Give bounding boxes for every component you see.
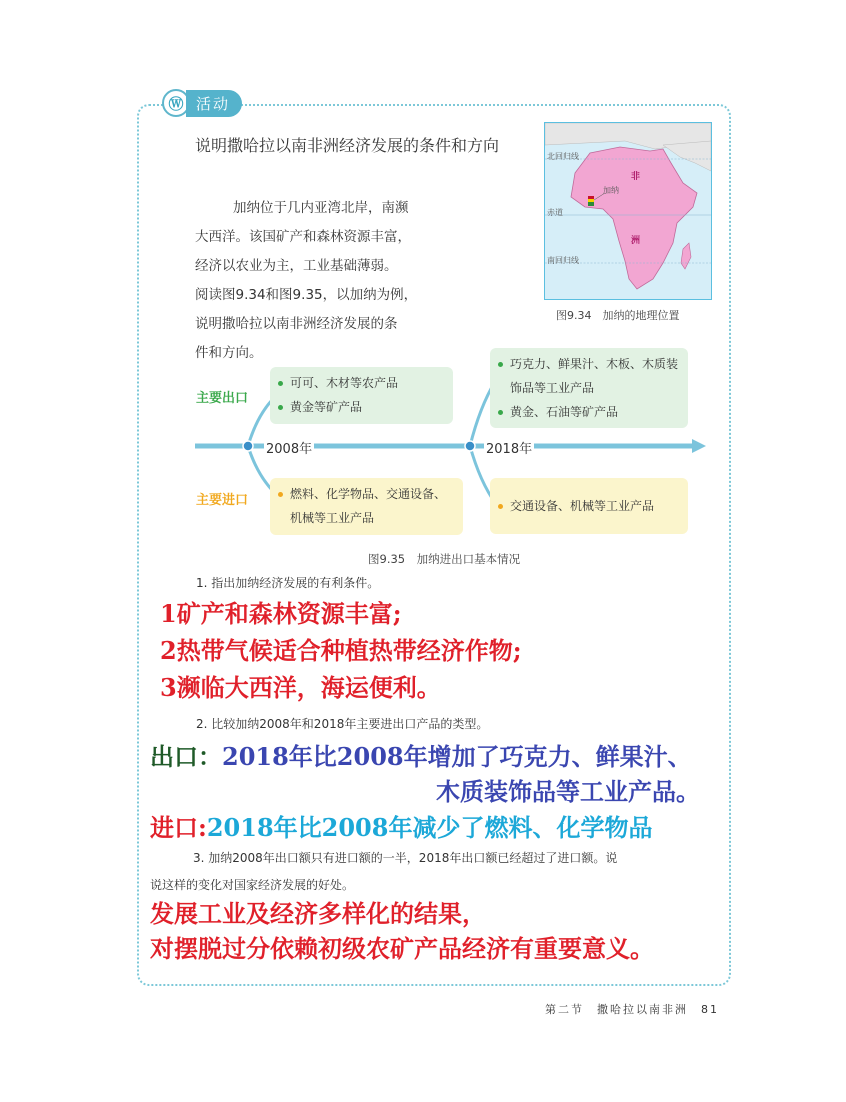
answer-2-export-label: 出口：: [150, 742, 222, 771]
answer-1: [160, 595, 522, 706]
export-2018-item: 黄金、石油等矿产品: [510, 405, 619, 419]
answer-3-line: 发展工业及经济多样化的结果，: [150, 899, 486, 928]
intro-line: 加纳位于几内亚湾北岸，南濒: [233, 200, 409, 216]
africa-map-graphic: [545, 123, 711, 299]
page-footer: 第二节 撒哈拉以南非洲 81: [545, 1003, 719, 1016]
activity-label: 活动: [186, 90, 242, 117]
import-2018-box: [490, 478, 688, 534]
year-2008: 2008年: [264, 438, 314, 457]
intro-line: 经济以农业为主，工业基础薄弱。: [195, 258, 398, 274]
answer-2-import-label: 进口:: [150, 813, 207, 842]
import-2018-item: 交通设备、机械等工业产品: [510, 499, 655, 513]
export-2008-box: [270, 367, 453, 424]
question-2: 2. 比较加纳2008年和2018年主要进出口产品的类型。: [196, 717, 489, 731]
export-label: 主要出口: [196, 391, 249, 406]
export-2018-box: [490, 348, 688, 428]
intro-paragraph: [195, 194, 443, 368]
map-label-ghana: 加纳: [603, 186, 619, 195]
answer-2-import: [150, 808, 652, 843]
year-2018: 2018年: [484, 438, 534, 457]
map-label-equator: 赤道: [547, 208, 563, 217]
intro-line: 阅读图9.34和图9.35，以加纳为例，: [195, 287, 418, 303]
map-label-fei: 非: [631, 172, 641, 182]
activity-icon: Ⓦ: [162, 89, 190, 117]
export-2008-item: 可可、木材等农产品: [290, 376, 399, 390]
map-label-zhou: 洲: [631, 236, 641, 246]
intro-line: 件和方向。: [195, 345, 263, 361]
africa-map: [544, 122, 712, 300]
question-3-line1: 3. 加纳2008年出口额只有进口额的一半，2018年出口额已经超过了进口额。说: [193, 851, 618, 865]
export-2008-item: 黄金等矿产品: [290, 400, 363, 414]
answer-1-line: 1矿产和森林资源丰富;: [160, 599, 402, 628]
answer-1-line: 2热带气候适合种植热带经济作物;: [160, 636, 522, 665]
map-label-south-tropic: 南回归线: [547, 256, 579, 265]
answer-3: [150, 896, 654, 966]
node-2008: [243, 441, 253, 451]
answer-3-line: 对摆脱过分依赖初级农矿产品经济有重要意义。: [150, 934, 654, 963]
answer-2-export: [150, 737, 692, 772]
export-2018-item: 巧克力、鲜果汁、木板、木质装饰品等工业产品: [510, 357, 679, 395]
question-1: 1. 指出加纳经济发展的有利条件。: [196, 576, 380, 590]
answer-2-export-line1: 2018年比2008年增加了巧克力、鲜果汁、: [222, 742, 692, 771]
map-caption: 图9.34 加纳的地理位置: [556, 309, 680, 322]
intro-line: 大西洋。该国矿产和森林资源丰富，: [195, 229, 411, 245]
question-3-line2: 说这样的变化对国家经济发展的好处。: [150, 878, 355, 892]
intro-line: 说明撒哈拉以南非洲经济发展的条: [195, 316, 398, 332]
import-2008-box: [270, 478, 463, 535]
activity-title: 说明撒哈拉以南非洲经济发展的条件和方向: [195, 136, 500, 155]
import-2008-item: 燃料、化学物品、交通设备、机械等工业产品: [290, 487, 447, 525]
diagram-caption: 图9.35 加纳进出口基本情况: [368, 552, 521, 566]
import-label: 主要进口: [196, 493, 249, 508]
node-2018: [465, 441, 475, 451]
answer-2-export-line2: 木质装饰品等工业产品。: [436, 777, 700, 806]
activity-badge: [162, 88, 242, 118]
answer-2-import-text: 2018年比2008年减少了燃料、化学物品: [206, 813, 653, 842]
map-label-north-tropic: 北回归线: [547, 152, 579, 161]
answer-1-line: 3濒临大西洋，海运便利。: [160, 673, 441, 702]
